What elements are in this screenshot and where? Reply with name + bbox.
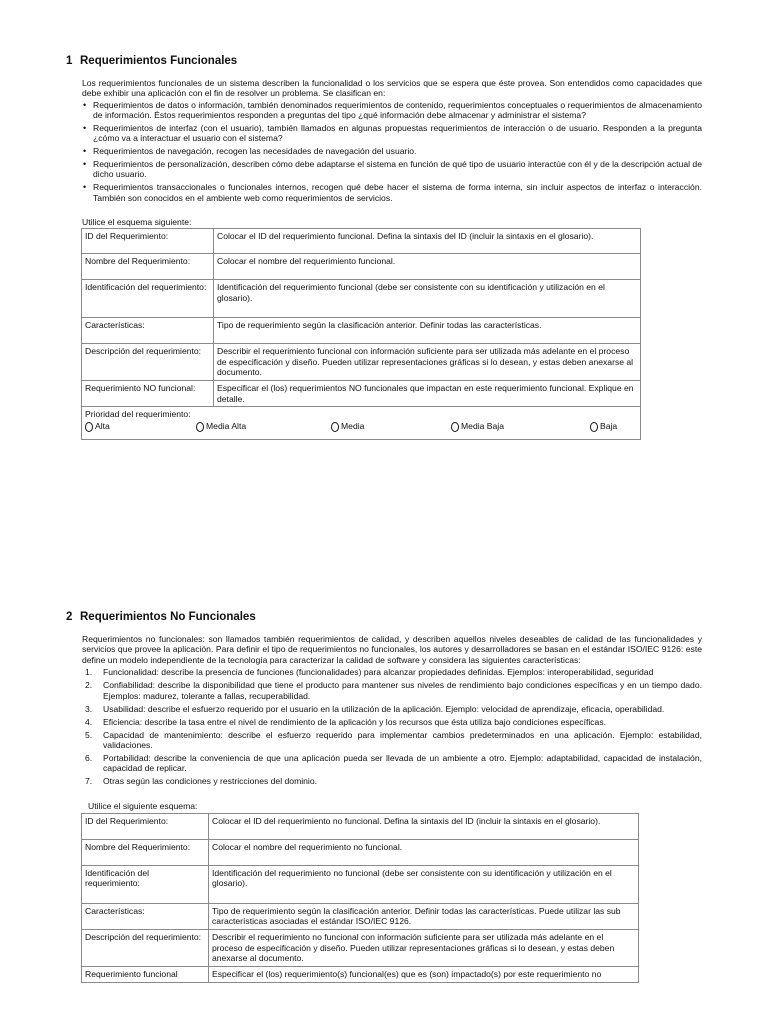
priority-option-label: Alta [95,421,110,432]
row-label: ID del Requerimiento: [82,813,209,839]
row-label: Descripción del requerimiento: [82,344,214,381]
priority-option-media[interactable] [331,421,364,432]
table-row [82,381,641,407]
table-row [82,903,639,929]
item-number: 7. [85,776,93,787]
table-row [82,967,639,983]
section-non-functional-requirements [0,610,768,983]
priority-option-media-alta[interactable] [196,421,246,432]
row-value: Colocar el ID del requerimiento funcional. Defina la sintaxis del ID (incluir la sintaxis en el glosario). [214,229,641,254]
table-row [82,280,641,318]
item-number: 3. [85,703,93,714]
row-value: Tipo de requerimiento según la clasificación anterior. Definir todas las características. Puede utilizar las sub características asociadas el estándar ISO/IEC 9126. [209,903,639,929]
item-text: Usabilidad: describe el esfuerzo requerido por el usuario en la utilización de la aplicación. Ejemplo: velocidad de aprendizaje, eficacia, operabilidad. [103,703,665,714]
row-label: Identificación del requerimiento: [82,280,214,318]
table-row [82,839,639,865]
item-number: 5. [85,729,93,740]
bullet-item: • Requerimientos de navegación, recogen las necesidades de navegación del usuario. [93,146,702,156]
radio-circle-icon[interactable] [196,422,204,432]
table-row [82,254,641,280]
item-text: Portabilidad: describe la conveniencia de que una aplicación pueda ser llevada de un ambiente a otro. Ejemplo: adaptabilidad, capacidad de instalación, capacidad de replicar. [103,753,702,774]
row-label: Características: [82,903,209,929]
item-text: Confiabilidad: describe la disponibilidad que tiene el producto para mantener sus niveles de rendimiento bajo condiciones específicas y en un tiempo dado. Ejemplos: madurez, tolerante a fallas, recuperabilidad. [103,680,702,701]
table-row [82,229,641,254]
radio-circle-icon[interactable] [85,422,93,432]
priority-option-alta[interactable] [85,421,110,432]
row-value: Colocar el nombre del requerimiento funcional. [214,254,641,280]
row-value: Tipo de requerimiento según la clasificación anterior. Definir todas las características. [214,318,641,344]
item-number: 4. [85,716,93,727]
priority-option-label: Media Alta [206,421,247,432]
section-title: Requerimientos No Funcionales [80,611,256,623]
list-item [85,753,702,774]
priority-option-label: Media [341,421,365,432]
priority-option-label: Baja [600,421,618,432]
table-row [82,318,641,344]
section-number: 2 [66,611,73,623]
section-heading [66,610,768,625]
list-item [85,667,702,678]
item-text: Capacidad de mantenimiento: describe el esfuerzo requerido para implementar cambios predeterminados en una aplicación. Ejemplo: estabilidad, validaciones. [103,729,702,751]
row-label: Características: [82,318,214,344]
row-value: Especificar el (los) requerimientos NO funcionales que impactan en este requerimiento funcional. Explique en detalle. [214,381,641,407]
row-label: Identificación del requerimiento: [82,865,209,903]
item-number: 1. [85,667,93,678]
priority-option-label: Media Baja [461,421,504,432]
intro-paragraph: Los requerimientos funcionales de un sistema describen la funcionalidad o los servicios que se espera que éste provea. Son entendidos como capacidades que debe exhibir una aplicación con el fin de resolver un problema. Se clasifican en: [82,78,702,99]
item-text: Eficiencia: describe la tasa entre el nivel de rendimiento de la aplicación y los recursos que ésta utiliza bajo condiciones específicas. [103,716,607,727]
row-label: Nombre del Requerimiento: [82,839,209,865]
row-value: Colocar el nombre del requerimiento no funcional. [209,839,639,865]
row-label: Descripción del requerimiento: [82,930,209,967]
item-number: 2. [85,680,93,691]
section-number: 1 [66,55,73,67]
list-item [85,680,702,701]
priority-options [85,419,637,437]
table-row [82,865,639,903]
functional-requirement-template-table [81,228,641,440]
priority-row [82,407,641,440]
bullet-list [82,100,702,203]
section-functional-requirements [0,54,768,440]
list-item [85,729,702,751]
list-item [85,703,702,714]
radio-circle-icon[interactable] [451,422,459,432]
item-text: Funcionalidad: describe la presencia de funciones (funcionalidades) para alcanzar propiedades definidas. Ejemplos: interoperabilidad, seguridad [103,667,654,678]
row-label: ID del Requerimiento: [82,229,214,254]
numbered-list [82,667,702,787]
bullet-item: • Requerimientos transaccionales o funcionales internos, recogen qué debe hacer el sistema de forma interna, sin incluir aspectos de interfaz o interacción. También son conocidos en el ambiente web como requerimientos de servicios. [93,182,702,203]
row-label: Requerimiento NO funcional: [82,381,214,407]
table-row [82,344,641,381]
bullet-item: • Requerimientos de personalización, describen cómo debe adaptarse el sistema en función de qué tipo de usuario interactúe con él y de la descripción actual de dicho usuario. [93,159,702,180]
row-value: Identificación del requerimiento funcional (debe ser consistente con su identificación y utilización en el glosario). [214,280,641,318]
non-functional-requirement-template-table [81,813,639,983]
priority-option-baja[interactable] [590,421,617,432]
radio-circle-icon[interactable] [590,422,598,432]
bullet-item: • Requerimientos de interfaz (con el usuario), también llamados en algunas propuestas requerimientos de interacción o de usuario. Responden a la pregunta ¿cómo va a interactuar el usuario con el sistema? [93,123,702,144]
schema-intro: Utilice el siguiente esquema: [88,800,198,811]
bullet-item: • Requerimientos de datos o información, también denominados requerimientos de contenido, requerimientos conceptuales o requerimientos de almacenamiento de información. Éstos requerimientos responden a preguntas del tipo ¿qué información debe almacenar y administrar el sistema? [93,100,702,121]
section-title: Requerimientos Funcionales [80,55,238,67]
priority-cell [82,407,641,440]
section-heading [66,54,768,69]
row-value: Colocar el ID del requerimiento no funcional. Defina la sintaxis del ID (incluir la sintaxis en el glosario). [209,813,639,839]
row-value: Describir el requerimiento no funcional con información suficiente para ser utilizada más adelante en el proceso de especificación y diseño. Pueden utilizar representaciones gráficas si lo desean, y estas deben anexarse al documento. [209,930,639,967]
row-value: Especificar el (los) requerimiento(s) funcional(es) que es (son) impactado(s) por este requerimiento no [209,967,639,983]
table-row [82,813,639,839]
table-row [82,930,639,967]
item-text: Otras según las condiciones y restricciones del dominio. [103,776,317,787]
list-item [85,776,702,787]
intro-paragraph: Requerimientos no funcionales: son llamados también requerimientos de calidad, y describen aquellos niveles deseables de calidad de las funcionalidades y servicios que provee la aplicación. Para definir el tipo de requerimientos no funcionales, los autores y desarrolladores se basan en el estándar ISO/IEC 9126: este define un modelo independiente de la tecnología para caracterizar la calidad de software y considera las siguientes características: [82,634,702,665]
schema-intro: Utilice el esquema siguiente: [82,217,192,228]
list-item [85,716,702,727]
priority-option-media-baja[interactable] [451,421,504,432]
priority-label: Prioridad del requerimiento: [85,409,191,420]
row-value: Describir el requerimiento funcional con información suficiente para ser utilizada más adelante en el proceso de especificación y diseño. Pueden utilizar representaciones gráficas si lo desean, y estas deben anexarse al documento. [214,344,641,381]
item-number: 6. [85,753,93,764]
radio-circle-icon[interactable] [331,422,339,432]
row-label: Requerimiento funcional [82,967,209,983]
row-label: Nombre del Requerimiento: [82,254,214,280]
row-value: Identificación del requerimiento no funcional (debe ser consistente con su identificación y utilización en el glosario). [209,865,639,903]
